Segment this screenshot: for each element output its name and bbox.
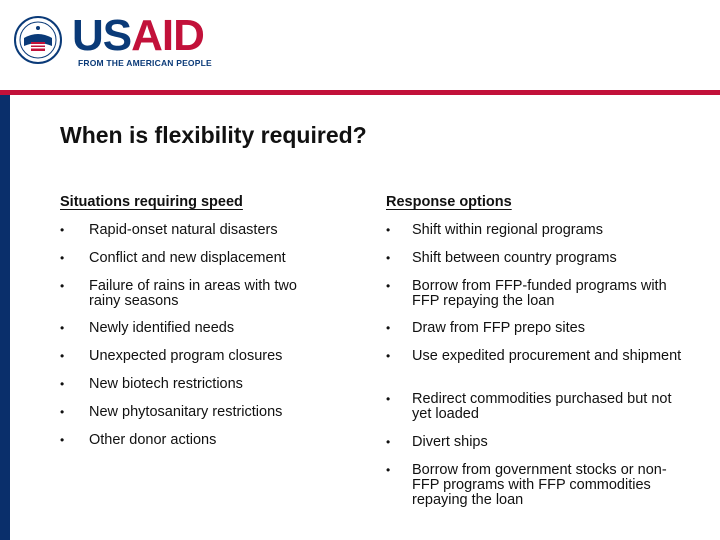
bullet-glyph: • [60,279,65,293]
bullet-text: Unexpected program closures [89,348,283,364]
bullet-text: Rapid-onset natural disasters [89,222,278,238]
header [0,0,720,80]
bullet-text: Draw from FFP prepo sites [412,320,585,336]
right-column-heading: Response options [386,194,512,210]
bullet-text: Other donor actions [89,432,217,448]
left-sidebar-bar [0,95,10,540]
bullet-glyph: • [60,251,65,265]
tagline: FROM THE AMERICAN PEOPLE [78,58,212,68]
bullet-glyph: • [60,405,65,419]
bullet-text: Failure of rains in areas with two rainy seasons [89,278,297,309]
bullet-text: Borrow from government stocks or non-FFP programs with FFP commodities repaying the loan [412,462,667,508]
bullet-text: New phytosanitary restrictions [89,404,283,420]
bullet-glyph: • [386,435,391,449]
bullet-text: Conflict and new displacement [89,250,286,266]
bullet-glyph: • [60,223,65,237]
wordmark-us: US [72,11,132,60]
bullet-text: Newly identified needs [89,320,235,336]
header-rule [0,90,720,95]
bullet-text: New biotech restrictions [89,376,243,392]
usaid-wordmark [72,11,204,60]
bullet-glyph: • [386,463,391,477]
bullet-text: Shift between country programs [412,250,617,266]
wordmark-aid: AID [131,11,204,60]
bullet-text: Borrow from FFP-funded programs with FFP repaying the loan [412,278,667,309]
bullet-glyph: • [386,251,391,265]
bullet-text: Use expedited procurement and shipment [412,348,682,364]
bullet-glyph: • [386,279,391,293]
bullet-glyph: • [60,433,65,447]
bullet-glyph: • [386,321,391,335]
slide-title: When is flexibility required? [60,122,367,148]
bullet-text: Divert ships [412,434,488,450]
bullet-glyph: • [60,321,65,335]
left-column-heading: Situations requiring speed [60,194,243,210]
bullet-text: Redirect commodities purchased but not yet loaded [412,391,672,422]
bullet-glyph: • [386,349,391,363]
bullet-text: Shift within regional programs [412,222,604,238]
bullet-glyph: • [386,392,391,406]
bullet-glyph: • [60,349,65,363]
bullet-glyph: • [60,377,65,391]
bullet-glyph: • [386,223,391,237]
usaid-seal-icon [14,16,62,64]
